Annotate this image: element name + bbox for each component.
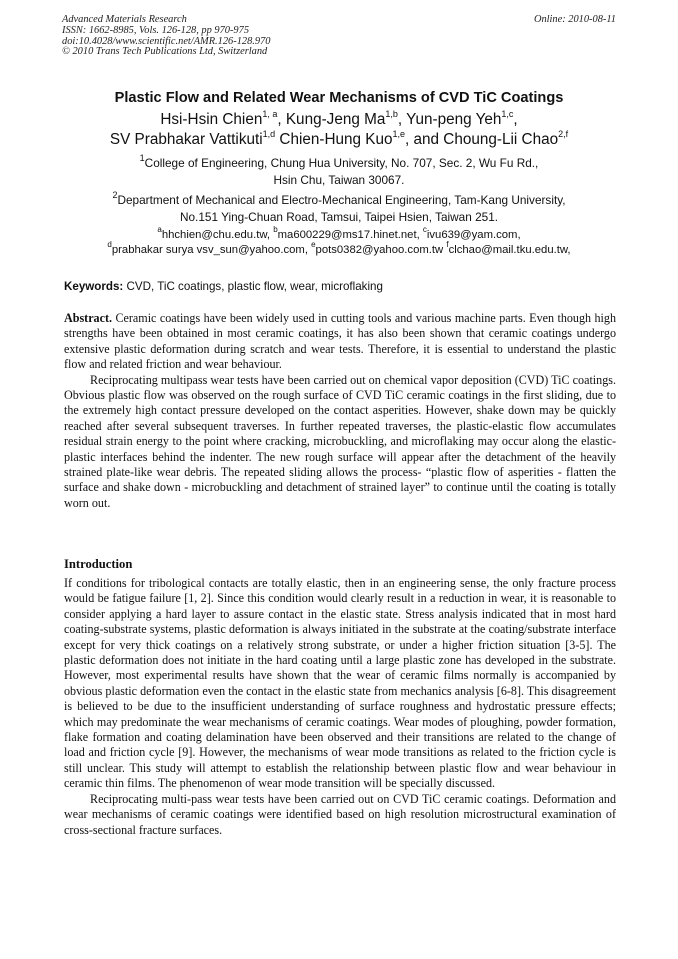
abstract-label: Abstract. [64, 311, 113, 325]
author-separator: , [513, 111, 518, 128]
email-address[interactable]: prabhakar surya vsv_sun@yahoo.com, [111, 244, 312, 256]
author-affiliation-mark: 1, a [262, 108, 278, 119]
email-mark: b [273, 225, 278, 235]
journal-header [62, 15, 616, 58]
affiliation-1-line-1 [40, 155, 638, 172]
author-affiliation-mark: 2,f [558, 128, 569, 139]
affiliation-text: Hsin Chu, Taiwan 30067. [273, 173, 405, 187]
author-affiliation-mark: 1,b [385, 108, 398, 119]
keywords [64, 280, 616, 293]
author-affiliation-mark: 1,e [392, 128, 406, 139]
email-address[interactable]: pots0382@yahoo.com.tw [315, 244, 447, 256]
author-emails [30, 225, 648, 258]
email-mark: a [157, 225, 162, 235]
author-list [30, 110, 648, 150]
email-mark: f [446, 240, 449, 250]
online-date: Online: 2010-08-11 [533, 14, 616, 25]
abstract-paragraph-2: Reciprocating multipass wear tests have been carried out on chemical vapor deposition (CVD) TiC coatings. Obvious plastic flow was observed on the rough surface of CVD TiC ceramic coatings in the first sliding, due to the extremely high contact pressure developed on the contact asperities. However, shake down may be quickly reached after several subsequent traverses. In further repeated traverses, the plastic-elastic flow accumulates residual strain energy to the point where cracking, microbuckling, and microflaking may occur along the elastic-plastic interfaces behind the indenter. The new rough surface will appear after the detachment of the heavily strained plate-like wear debris. The repeated sliding allows the process- “plastic flow of asperities - flatten the surface and shake down - microbuckling and detachment of strained layer” to continue until the coating is totally worn out. [64, 372, 616, 510]
keywords-text: CVD, TiC coatings, plastic flow, wear, microflaking [123, 280, 383, 293]
affiliation-mark: 2 [112, 190, 118, 201]
email-mark: e [311, 240, 316, 250]
paper-title: Plastic Flow and Related Wear Mechanisms of CVD TiC Coatings [114, 90, 564, 106]
author-name: , Kung-Jeng Ma [277, 111, 386, 128]
email-address[interactable]: ma600229@ms17.hinet.net, [277, 229, 423, 241]
email-address[interactable]: ivu639@yam.com, [426, 229, 521, 241]
affiliation-2-line-2 [40, 209, 638, 226]
author-name: Chien-Hung Kuo [275, 131, 393, 148]
introduction-paragraph-2: Reciprocating multi-pass wear tests have been carried out on CVD TiC ceramic coatings. Deformation and wear mechanisms of ceramic coatings were identified based on high resolution microstructural examination of cross-sectional fracture surfaces. [64, 791, 616, 837]
introduction-section [64, 576, 616, 838]
author-name: Hsi-Hsin Chien [160, 111, 263, 128]
journal-doi: doi:10.4028/www.scientific.net/AMR.126-128.970 [62, 35, 271, 47]
affiliation-text: Department of Mechanical and Electro-Mechanical Engineering, Tam-Kang University, [117, 193, 566, 207]
affiliation-1 [40, 155, 638, 189]
email-mark: c [422, 225, 427, 235]
abstract-paragraph-1 [64, 311, 616, 373]
introduction-paragraph-1: If conditions for tribological contacts are totally elastic, then in an engineering sense, the only fracture process would be fatigue failure [1, 2]. Since this condition would clearly result in a reduction in wear, it is reasonable to consider applying a hard layer to assure contact in the elastic state. Stress analysis indicated that in most hard coating-substrate systems, plastic deformation is always initiated in the substrate at the coating/substrate interface except for very thick coatings on a relatively strong substrate, or under a higher friction situation [3-5]. The plastic deformation does not initiate in the hard coating until a large plastic zone has developed in the substrate. However, most experimental results have shown that the wear of ceramic films normally is accompanied by obvious plastic deformation even the contact in the elastic state from mechanics analysis [6-8]. This disagreement is believed to be due to the insufficient understanding of surface roughness and hydrostatic pressure effects; which may predominate the wear mechanisms of ceramic coatings. Wear modes of ploughing, powder formation, flake formation and coating delamination have been observed and their transitions are related to the change of load and friction cycle [9]. However, the mechanisms of wear mode transitions as related to the friction cycle is still unclear. This study will attempt to establish the relationship between plastic flow and wear behaviour in ceramic thin films. The phenomenon of wear mode transition will be specially discussed. [64, 576, 616, 791]
email-line-2 [30, 240, 648, 258]
affiliation-2 [40, 192, 638, 226]
section-heading-introduction: Introduction [64, 557, 133, 571]
abstract-text: Ceramic coatings have been widely used in cutting tools and various machine parts. Even though high strengths have been obtained in most ceramic coatings, it has also been shown that ceramic coatings undergo extensive plastic deformation during scratch and wear tests. Therefore, it is essential to understand the plastic flow and related friction and wear behaviour. [64, 311, 616, 372]
affiliation-1-line-2 [40, 172, 638, 189]
email-line-1 [30, 225, 648, 243]
abstract-section [64, 311, 616, 511]
journal-copyright: © 2010 Trans Tech Publications Ltd, Switzerland [62, 46, 268, 58]
journal-name: Advanced Materials Research [62, 14, 187, 25]
author-name: , and Choung-Lii Chao [405, 131, 559, 148]
author-affiliation-mark: 1,d [262, 128, 276, 139]
author-line-2 [30, 130, 648, 150]
journal-issn: ISSN: 1662-8985, Vols. 126-128, pp 970-975 [62, 24, 250, 36]
author-name: SV Prabhakar Vattikuti [109, 131, 263, 148]
email-address[interactable]: clchao@mail.tku.edu.tw, [448, 244, 571, 256]
affiliation-text: College of Engineering, Chung Hua University, No. 707, Sec. 2, Wu Fu Rd., [144, 156, 539, 170]
affiliation-text: No.151 Ying-Chuan Road, Tamsui, Taipei Hsien, Taiwan 251. [179, 210, 499, 224]
affiliation-2-line-1 [40, 192, 638, 209]
email-mark: d [107, 240, 112, 250]
author-name: , Yun-peng Yeh [397, 111, 502, 128]
affiliation-mark: 1 [139, 153, 145, 164]
author-affiliation-mark: 1,c [501, 108, 514, 119]
email-address[interactable]: hhchien@chu.edu.tw, [161, 229, 274, 241]
author-line-1 [30, 110, 648, 130]
keywords-label: Keywords: [64, 280, 124, 293]
